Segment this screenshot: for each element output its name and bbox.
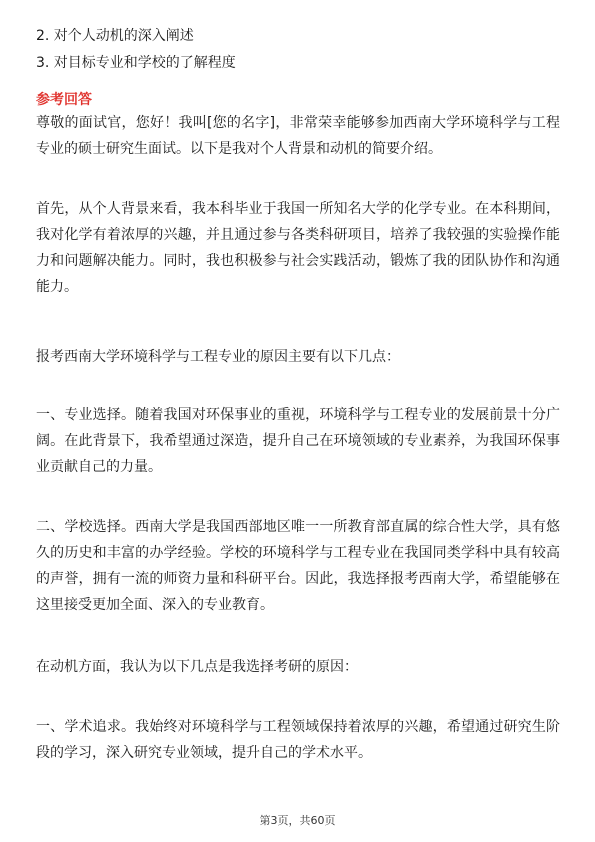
page-number: 第3页，共60页 — [259, 814, 336, 827]
paragraph-reasons-intro: 报考西南大学环境科学与工程专业的原因主要有以下几点： — [36, 349, 400, 365]
list-item-2: 2. 对个人动机的深入阐述 — [36, 28, 194, 44]
paragraph-background: 首先，从个人背景来看，我本科毕业于我国一所知名大学的化学专业。在本科期间，我对化学有着浓厚的兴趣，并且通过参与各类科研项目，培养了我较强的实验操作能力和问题解决能力。同时，我也积极参与社会实践活动，锻炼了我的团队协作和沟通能力。 — [36, 201, 560, 295]
list-item-3: 3. 对目标专业和学校的了解程度 — [36, 55, 236, 71]
paragraph-major-choice: 一、专业选择。随着我国对环保事业的重视，环境科学与工程专业的发展前景十分广阔。在此背景下，我希望通过深造，提升自己在环境领域的专业素养，为我国环保事业贡献自己的力量。 — [36, 407, 560, 475]
answer-heading: 参考回答 — [36, 92, 92, 108]
paragraph-academic-pursuit: 一、学术追求。我始终对环境科学与工程领域保持着浓厚的兴趣，希望通过研究生阶段的学习，深入研究专业领域，提升自己的学术水平。 — [36, 719, 560, 761]
paragraph-motivation-intro: 在动机方面，我认为以下几点是我选择考研的原因： — [36, 659, 358, 675]
paragraph-greeting: 尊敬的面试官，您好！我叫[您的名字]，非常荣幸能够参加西南大学环境科学与工程专业的硕士研究生面试。以下是我对个人背景和动机的简要介绍。 — [36, 115, 560, 157]
paragraph-school-choice: 二、学校选择。西南大学是我国西部地区唯一一所教育部直属的综合性大学，具有悠久的历史和丰富的办学经验。学校的环境科学与工程专业在我国同类学科中具有较高的声誉，拥有一流的师资力量和科研平台。因此，我选择报考西南大学，希望能够在这里接受更加全面、深入的专业教育。 — [36, 519, 560, 613]
